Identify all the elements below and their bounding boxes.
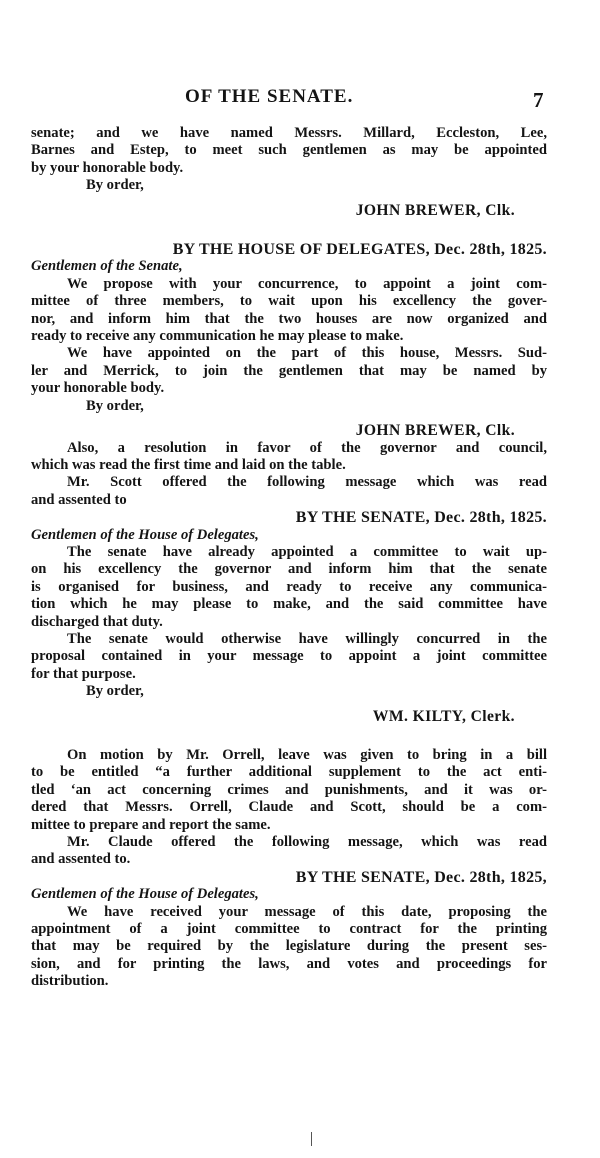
text-line: We have received your message of this date, proposing the (67, 903, 547, 920)
text-line: ready to receive any communication he may please to make. (31, 328, 404, 345)
text-line: nor, and inform him that the two houses are now organized and (31, 310, 547, 327)
text-line: to be entitled “a further additional supplement to the act enti- (31, 764, 547, 781)
by-order-line: By order, (86, 397, 144, 414)
text-line: On motion by Mr. Orrell, leave was given to bring in a bill (67, 747, 547, 763)
page-bottom-mark (311, 1132, 312, 1146)
page-header (0, 86, 600, 114)
text-line: appointment of a joint committee to contract for the printing (31, 921, 547, 938)
text-line: We propose with your concurrence, to appoint a joint com- (67, 275, 547, 292)
text-line: your honorable body. (31, 380, 165, 397)
text-line: ler and Merrick, to join the gentlemen that may be named by (31, 362, 547, 379)
body-text (31, 125, 547, 991)
message-heading: BY THE SENATE, Dec. 28th, 1825, (295, 868, 547, 886)
salutation-line: Gentlemen of the Senate, (31, 258, 183, 275)
text-line: senate; and we have named Messrs. Millard, Eccleston, Lee, (31, 125, 547, 141)
text-line: sion, and for printing the laws, and votes and proceedings for (31, 955, 547, 972)
text-line: mittee of three members, to wait upon his excellency the gover- (31, 293, 547, 310)
message-heading: BY THE SENATE, Dec. 28th, 1825. (295, 509, 547, 527)
text-line: for that purpose. (31, 665, 136, 682)
text-line: and assented to. (31, 851, 131, 868)
signature-line: JOHN BREWER, Clk. (355, 201, 515, 219)
text-line: distribution. (31, 973, 109, 990)
running-title: OF THE SENATE. (185, 86, 354, 107)
text-line: proposal contained in your message to appoint a joint committee (31, 648, 547, 665)
by-order-line: By order, (86, 683, 144, 700)
text-line: Also, a resolution in favor of the governor and council, (67, 439, 547, 456)
message-heading: BY THE HOUSE OF DELEGATES, Dec. 28th, 1825. (172, 241, 547, 259)
text-line: is organised for business, and ready to receive any communica- (31, 578, 547, 595)
text-line: The senate have already appointed a committee to wait up- (67, 543, 547, 560)
text-line: dered that Messrs. Orrell, Claude and Scott, should be a com- (31, 799, 547, 816)
text-line: Barnes and Estep, to meet such gentlemen as may be appointed (31, 142, 547, 159)
text-line: Mr. Claude offered the following message, which was read (67, 834, 547, 851)
signature-line: WM. KILTY, Clerk. (372, 707, 515, 725)
text-line: mittee to prepare and report the same. (31, 816, 271, 833)
text-line: which was read the first time and laid on the table. (31, 456, 346, 473)
salutation-line: Gentlemen of the House of Delegates, (31, 886, 259, 903)
salutation-line: Gentlemen of the House of Delegates, (31, 526, 259, 543)
text-line: Mr. Scott offered the following message which was read (67, 474, 547, 491)
text-line: on his excellency the governor and inform him that the senate (31, 561, 547, 578)
signature-line: JOHN BREWER, Clk. (355, 422, 515, 440)
text-line: The senate would otherwise have willingly concurred in the (67, 630, 547, 647)
text-line: We have appointed on the part of this house, Messrs. Sud- (67, 345, 547, 362)
text-line: tled ‘an act concerning crimes and punishments, and it was or- (31, 781, 547, 798)
page-number: 7 (533, 88, 544, 112)
text-line: that may be required by the legislature during the present ses- (31, 938, 547, 955)
text-line: and assented to (31, 491, 127, 508)
by-order-line: By order, (86, 177, 144, 194)
text-line: by your honorable body. (31, 159, 184, 176)
text-line: discharged that duty. (31, 613, 163, 630)
text-line: tion which he may please to make, and the said committee have (31, 596, 547, 613)
